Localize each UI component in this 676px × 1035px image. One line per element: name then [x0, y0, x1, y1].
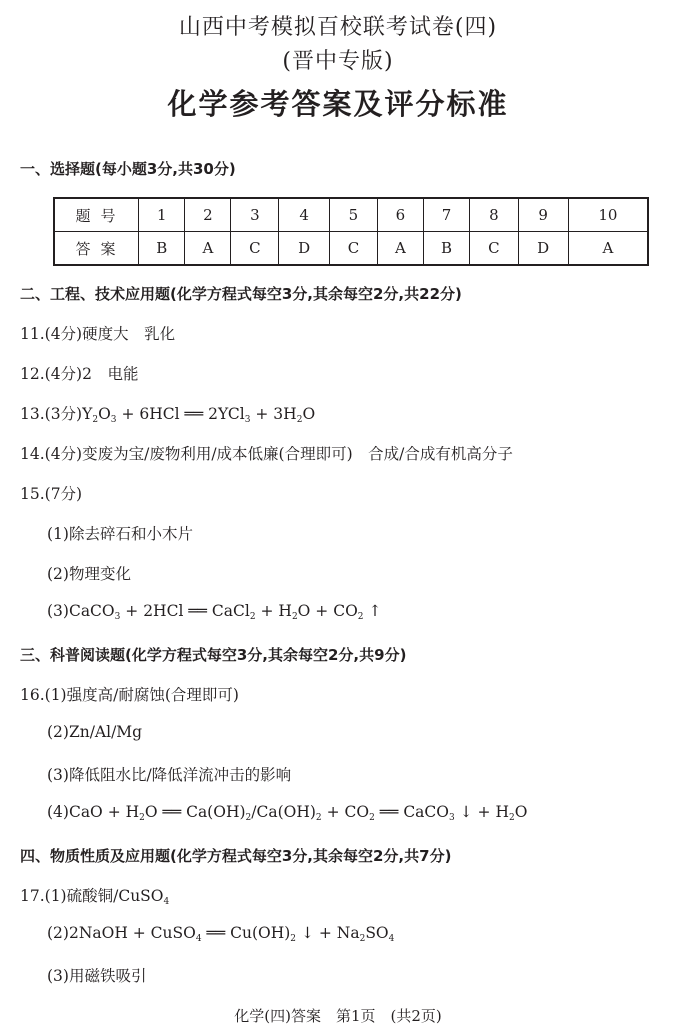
question-number: 4 [279, 198, 329, 232]
table-row-questions [54, 198, 648, 232]
answer-cell: B [423, 232, 469, 266]
answer-cell: A [568, 232, 648, 266]
formula-subscript: 4 [195, 934, 202, 944]
row-label-answer: 答案 [54, 232, 139, 266]
answer-key-title: 化学参考答案及评分标准 [167, 87, 509, 121]
answer-q17-3: (3)用磁铁吸引 [47, 967, 147, 985]
question-number: 10 [568, 198, 648, 232]
row-label-question: 题号 [54, 198, 139, 232]
question-number: 3 [231, 198, 279, 232]
answer-q17-2 [47, 924, 394, 944]
answer-cell: D [279, 232, 329, 266]
section1-heading: 一、选择题(每小题3分,共30分) [20, 160, 236, 178]
answer-q11: 11.(4分)硬度大 乳化 [20, 325, 176, 343]
formula-text: 13.(3分)Y [20, 405, 93, 423]
answer-cell: C [329, 232, 377, 266]
answer-cell: C [470, 232, 518, 266]
answer-q13 [20, 402, 315, 425]
section4-heading: 四、物质性质及应用题(化学方程式每空3分,其余每空2分,共7分) [20, 847, 452, 865]
formula-subscript: 2 [509, 813, 515, 823]
answer-q15: 15.(7分) [20, 485, 83, 503]
answer-cell: A [185, 232, 231, 266]
formula-subscript: 2 [290, 934, 297, 944]
formula-text: ↓ + H [454, 803, 509, 821]
answer-cell: A [378, 232, 424, 266]
question-number: 2 [185, 198, 231, 232]
question-number: 1 [139, 198, 185, 232]
answer-q16-4 [47, 803, 527, 823]
answer-q15-3 [47, 602, 381, 622]
formula-subscript: 2 [359, 934, 366, 944]
question-number: 8 [470, 198, 518, 232]
answer-q15-2: (2)物理变化 [47, 565, 131, 583]
question-number: 7 [423, 198, 469, 232]
formula-subscript: 3 [244, 415, 251, 425]
formula-text: (4)CaO + H [47, 803, 140, 821]
answer-cell: C [231, 232, 279, 266]
formula-text: ↑ [363, 602, 382, 620]
formula-subscript: 2 [249, 612, 256, 622]
answer-cell: D [518, 232, 568, 266]
formula-subscript: 2 [315, 813, 322, 823]
section2-heading: 二、工程、技术应用题(化学方程式每空3分,其余每空2分,共22分) [20, 285, 462, 303]
formula-text: (3)CaCO [47, 602, 115, 620]
formula-subscript: 3 [114, 612, 121, 622]
answer-q12: 12.(4分)2 电能 [20, 365, 139, 383]
formula-subscript: 4 [163, 897, 170, 907]
exam-edition: (晋中专版) [282, 49, 394, 74]
formula-subscript: 2 [296, 415, 303, 425]
formula-text: + CO [321, 803, 370, 821]
formula-subscript: 2 [369, 813, 375, 823]
formula-text: O [514, 803, 528, 821]
question-number: 9 [518, 198, 568, 232]
formula-text: + 6HCl ══ 2YCl [116, 405, 245, 423]
question-number: 6 [378, 198, 424, 232]
formula-text: ══ CaCO [374, 803, 449, 821]
formula-text: + 3H [250, 405, 297, 423]
formula-subscript: 2 [92, 415, 99, 425]
formula-text: 17.(1)硫酸铜/CuSO [20, 887, 164, 905]
answer-q16-1: 16.(1)强度高/耐腐蚀(合理即可) [20, 686, 239, 704]
formula-subscript: 2 [139, 813, 145, 823]
formula-text: O + CO [297, 602, 358, 620]
formula-text: O ══ Ca(OH) [144, 803, 246, 821]
formula-text: ↓ + Na [296, 924, 360, 942]
answer-q17-1 [20, 884, 169, 907]
page-footer: 化学(四)答案 第1页 (共2页) [234, 1007, 442, 1025]
formula-subscript: 2 [291, 612, 298, 622]
table-row-answers [54, 232, 648, 266]
answer-q16-3: (3)降低阻水比/降低洋流冲击的影响 [47, 766, 292, 784]
question-number: 5 [329, 198, 377, 232]
section3-heading: 三、科普阅读题(化学方程式每空3分,其余每空2分,共9分) [20, 646, 407, 664]
formula-text: (2)2NaOH + CuSO [47, 924, 196, 942]
formula-text: O [302, 405, 316, 423]
formula-text: O [98, 405, 111, 423]
formula-subscript: 3 [448, 813, 455, 823]
formula-text: ══ Cu(OH) [201, 924, 291, 942]
formula-subscript: 2 [357, 612, 364, 622]
formula-subscript: 3 [110, 415, 117, 425]
formula-text: /Ca(OH) [251, 803, 316, 821]
formula-text: + 2HCl ══ CaCl [120, 602, 250, 620]
exam-title: 山西中考模拟百校联考试卷(四) [178, 15, 498, 40]
answer-q16-2: (2)Zn/Al/Mg [47, 723, 143, 741]
answer-table [53, 197, 649, 266]
formula-text: SO [365, 924, 389, 942]
answer-q14: 14.(4分)变废为宝/废物利用/成本低廉(合理即可) 合成/合成有机高分子 [20, 445, 513, 463]
answer-cell: B [139, 232, 185, 266]
formula-text: + H [255, 602, 292, 620]
answer-q15-1: (1)除去碎石和小木片 [47, 525, 193, 543]
formula-subscript: 4 [388, 934, 395, 944]
formula-subscript: 2 [245, 813, 252, 823]
